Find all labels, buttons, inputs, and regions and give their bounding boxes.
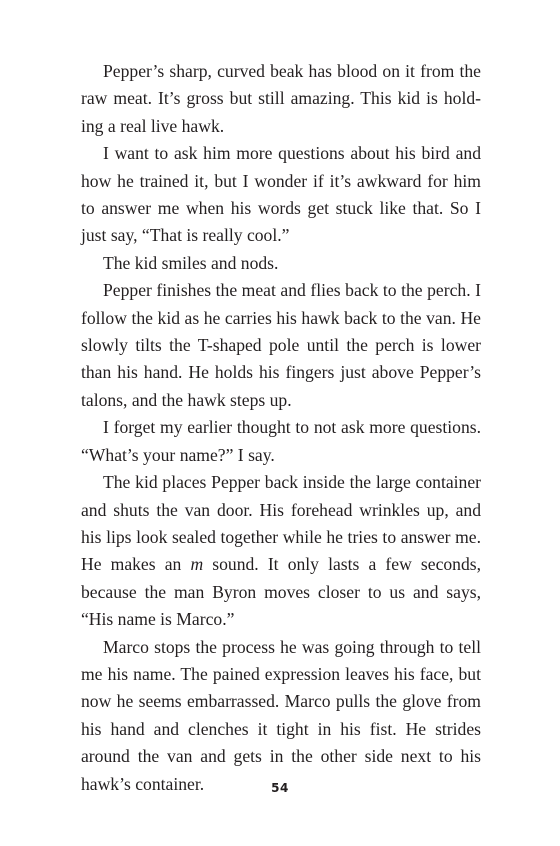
- paragraph-2: I want to ask him more questions about his bird and how he trained it, but I wonder if it’s awkward for him to answer me when his words get stuck like that. So I just say, “That is really cool.”: [81, 143, 481, 246]
- page-body: [81, 58, 481, 798]
- paragraph-6: [81, 469, 481, 633]
- paragraph-6-emphasis: m: [190, 554, 204, 575]
- paragraph-7: Marco stops the process he was going through to tell me his name. The pained expression leaves his face, but now he seems embarrassed. Marco pulls the glove from his hand and clenches it tight in his fist. He strides around the van and gets in the other side next to his hawk’s container.: [81, 636, 481, 794]
- paragraph-6-text-after: sound. It only lasts a few seconds, because the man Byron moves closer to us and says, “His name is Marco.”: [81, 554, 482, 630]
- paragraph-1: Pepper’s sharp, curved beak has blood on it from the raw meat. It’s gross but still amazing. This kid is holding a real live hawk.: [81, 61, 481, 136]
- paragraph-5: I forget my earlier thought to not ask more questions. “What’s your name?” I say.: [81, 417, 481, 465]
- page-number: 54: [271, 781, 289, 795]
- paragraph-3: The kid smiles and nods.: [103, 252, 279, 273]
- paragraph-4: Pepper finishes the meat and flies back to the perch. I follow the kid as he carries his hawk back to the van. He slowly tilts the T-shaped pole until the perch is lower than his hand. He holds his fingers just above Pepper’s talons, and the hawk steps up.: [81, 280, 481, 410]
- paragraph-6-text-before: The kid places Pepper back inside the large container and shuts the van door. His forehead wrinkles up, and his lips look sealed together while he tries to answer me. He makes an: [81, 472, 481, 575]
